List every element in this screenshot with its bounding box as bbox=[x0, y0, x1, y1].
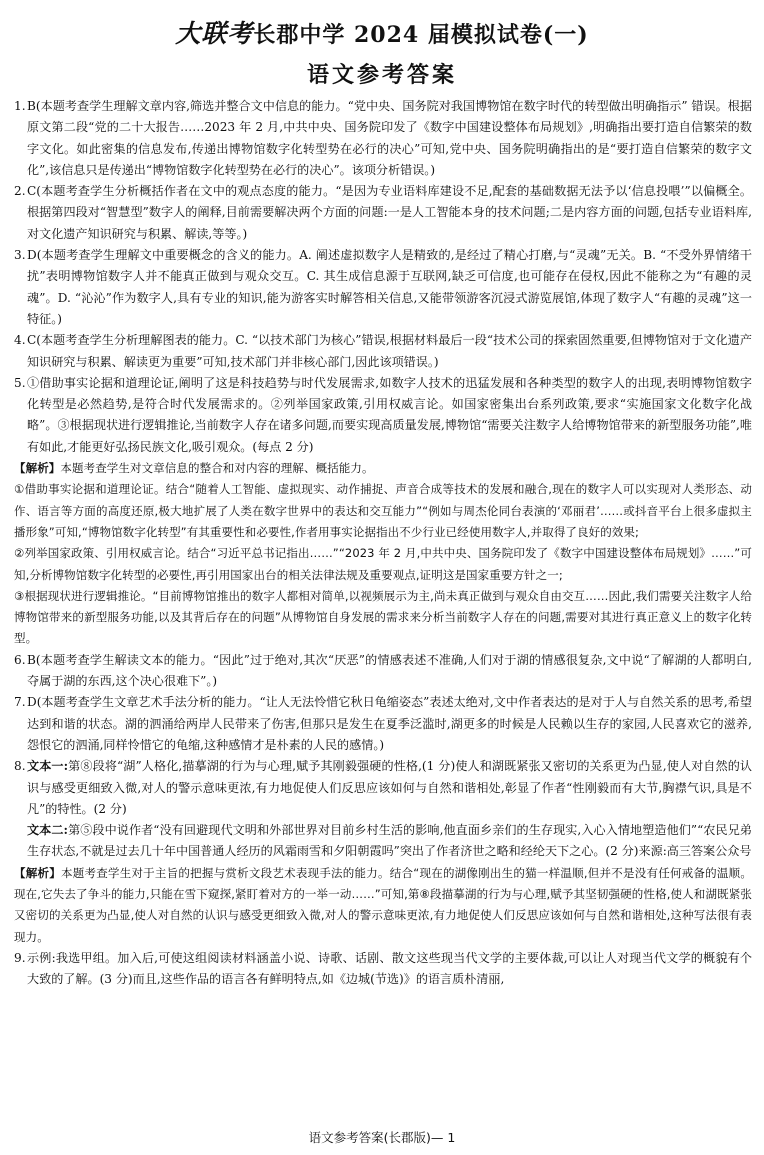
analysis-point-3: ③根据现状进行逻辑推论。“目前博物馆推出的数字人都相对简单,以视频展示为主,尚未真正做到与观众自由交互……因此,我们需要关注数字人给博物馆带来的新型服务功能,以及其背后存在的问题”从博物馆自身发展的需求来分析当前数字人存在的问题,需要对其进行真正意义上的数字化转型。 bbox=[14, 588, 752, 646]
answer-7 bbox=[14, 692, 752, 756]
answer-2 bbox=[14, 181, 752, 245]
answer-number: 7. bbox=[14, 695, 26, 710]
answer-text: B(本题考查学生解读文本的能力。“因此”过于绝对,其次“厌恶”的情感表述不准确,人们对于湖的情感很复杂,文中说“了解湖的人都明白,夺属于湖的东西,这个决心很难下”。) bbox=[27, 652, 752, 689]
analysis-8 bbox=[14, 863, 752, 948]
answer-text: C(本题考查学生分析概括作者在文中的观点态度的能力。“是因为专业语料库建设不足,配套的基础数据无法予以‘信息投喂’”以偏概全。根据第四段对“智慧型”数字人的阐释,目前需要解决两个方面的问题:一是人工智能本身的技术问题;二是内容方面的问题,包括专业语料库,对文化遗产知识研究与积累、解读,等等。) bbox=[27, 184, 752, 241]
exam-title-text: 长郡中学 2024 届模拟试卷(一) bbox=[253, 22, 589, 48]
answer-4 bbox=[14, 330, 752, 373]
page-footer: 语文参考答案(长郡版)— 1 bbox=[308, 1130, 456, 1145]
answer-text: ①借助事实论据和道理论证,阐明了这是科技趋势与时代发展需求,如数字人技术的迅猛发展和各种类型的数字人的出现,表明博物馆数字化转型是必然趋势,是符合时代发展需求的。②列举国家政策,引用权威言论。如国家密集出台系列政策,要求“实施国家文化数字化战略”。③根据现状进行逻辑推论,当前数字人存在诸多问题,而要实现高质量发展,博物馆“需要关注数字人给博物馆带来的新型服务功能”,唯有如此,才能更好弘扬民族文化,吸引观众。(每点 2 分) bbox=[27, 375, 752, 454]
answer-text-1 bbox=[27, 756, 752, 820]
analysis-5 bbox=[14, 458, 752, 479]
answer-3 bbox=[14, 245, 752, 330]
exam-title bbox=[0, 14, 764, 50]
answer-6 bbox=[14, 650, 752, 693]
answer-text: C(本题考查学生分析理解图表的能力。C. “以技术部门为核心”错误,根据材料最后一段“技术公司的探索固然重要,但博物馆对于文化遗产知识研究与积累、解读更为重要”可知,技术部门并非核心部门,因此该项错误。) bbox=[27, 333, 752, 369]
answer-number: 6. bbox=[14, 652, 26, 667]
analysis-intro: 本题考查学生对文章信息的整合和对内容的理解、概括能力。 bbox=[60, 461, 374, 476]
answer-content bbox=[14, 96, 752, 990]
answer-number: 9. bbox=[14, 950, 26, 965]
text-two-content: 第⑤段中说作者“没有回避现代文明和外部世界对目前乡村生活的影响,他直面乡亲们的生存现实,入心入情地塑造他们”“农民兄弟生存状态,不就是过去几十年中国普通人经历的风霜雨雪和夕阳朝霞吗”突出了作者济世之略和经纶天下之心。(2 分)来源:高三答案公众号 bbox=[27, 823, 752, 859]
exam-brand: 大联考 bbox=[175, 19, 254, 48]
analysis-text: 本题考查学生对于主旨的把握与赏析文段艺术表现手法的能力。结合“现在的湖像刚出生的猫一样温顺,但并不是没有任何戒备的温顺。现在,它失去了争斗的能力,只能在雪下窥探,紧盯着对方的一举一动……”可知,第⑧段描摹湖的行为与心理,赋予其坚韧强硬的性格,使人和湖既紧张又密切的关系更为凸显,使人对自然的认识与感受更细致入微,对人的警示意味更浓,有力地促使人们反思应该如何与自然和谐相处,这种写法很有表现力。 bbox=[14, 865, 753, 944]
text-two-label: 文本二: bbox=[27, 823, 68, 838]
answer-text: D(本题考查学生文章艺术手法分析的能力。“让人无法怜惜它秋日龟缩姿态”表述太绝对,文中作者表达的是对于人与自然关系的思考,希望达到和谐的状态。湖的泗涌给两岸人民带来了伤害,但那只是发生在夏季泛滥时,湖更多的时候是人民赖以生存的家园,人民喜欢它的滋养,怨恨它的泗涌,同样怜惜它的龟缩,这种感情才是朴素的人民的感情。) bbox=[27, 695, 752, 752]
analysis-tag: 【解析】 bbox=[14, 461, 61, 476]
answer-8 bbox=[14, 756, 752, 862]
analysis-point-2: ②列举国家政策、引用权威言论。结合“习近平总书记指出……”“2023 年 2 月,中共中央、国务院印发了《数字中国建设整体布局规划》……”可知,分析博物馆数字化转型的必要性,再引用国家出台的相关法律法规及重要观点,证明这是国家重要方针之一; bbox=[14, 546, 752, 582]
answer-number: 4. bbox=[14, 333, 26, 348]
text-one-content: 第⑧段将“湖”人格化,描摹湖的行为与心理,赋予其刚毅强硬的性格,(1 分)使人和湖既紧张又密切的关系更为凸显,使人对自然的认识与感受更细致入微,对人的警示意味更浓,有力地促使人们反思应该如何与自然和谐相处,彰显了作者“性刚毅而有大节,胸襟气识,具是不凡”的特性。(2 分) bbox=[27, 759, 752, 816]
answer-number: 2. bbox=[14, 184, 26, 199]
answer-number: 8. bbox=[14, 759, 26, 774]
answer-1 bbox=[14, 96, 752, 181]
answer-5 bbox=[14, 373, 752, 458]
answer-text-2 bbox=[27, 820, 752, 863]
answer-text: 示例:我选甲组。加入后,可使这组阅读材料涵盖小说、诗歌、话剧、散文这些现当代文学的主要体裁,可以让人对现当代文学的概貌有个大致的了解。(3 分)而且,这些作品的语言各有鲜明特点,如《边城(节选)》的语言质朴清丽, bbox=[27, 950, 752, 987]
text-one-label: 文本一: bbox=[27, 759, 69, 774]
page-title: 语文参考答案 bbox=[306, 63, 457, 88]
analysis-tag: 【解析】 bbox=[14, 865, 61, 880]
answer-number: 1. bbox=[14, 99, 26, 113]
answer-text: D(本题考查学生理解文中重要概念的含义的能力。A. 阐述虚拟数字人是精致的,是经过了精心打磨,与“灵魂”无关。B. “不受外界情绪干扰”表明博物馆数字人并不能真正做到与观众交互。C. 其生成信息源于互联网,缺乏可信度,也可能存在侵权,因此不能称之为“有趣的灵魂”。D. “沁沁”作为数字人,具有专业的知识,能为游客实时解答相关信息,又能带领游客沉浸式游览展馆,体现了数字人“有趣的灵魂”这一特征。) bbox=[27, 248, 752, 326]
answer-number: 3. bbox=[14, 248, 26, 263]
answer-number: 5. bbox=[14, 375, 26, 390]
answer-text: B(本题考查学生理解文章内容,筛选并整合文中信息的能力。“党中央、国务院对我国博物馆在数字时代的转型做出明确指示” 错误。根据原文第二段“党的二十大报告……2023 年 2 月,中共中央、国务院印发了《数字中国建设整体布局规划》,明确指出要打造自信繁荣的数字文化。如此密集的信息发布,传递出博物馆数字化转型势在必行的决心”可知,党中央、国务院明确指出的是“要打造自信繁荣的数字文化”,该信息只是传递出“博物馆数字化转型势在必行的决心”。该项分析错误。) bbox=[27, 99, 752, 177]
answer-9 bbox=[14, 948, 752, 991]
analysis-point-1: ①借助事实论据和道理论证。结合“随着人工智能、虚拟现实、动作捕捉、声音合成等技术的发展和融合,现在的数字人可以实现对人类形态、动作、语言等方面的高度还原,极大地扩展了人类在数字世界中的表达和交互能力”“例如与周杰伦同台表演的‘邓丽君’……或抖音平台上很多虚拟主播形象”可知,“博物馆数字化转型”有其重要性和必要性,作者用事实论据指出不少行业已经使用数字人,并取得了良好的效果; bbox=[14, 482, 752, 539]
